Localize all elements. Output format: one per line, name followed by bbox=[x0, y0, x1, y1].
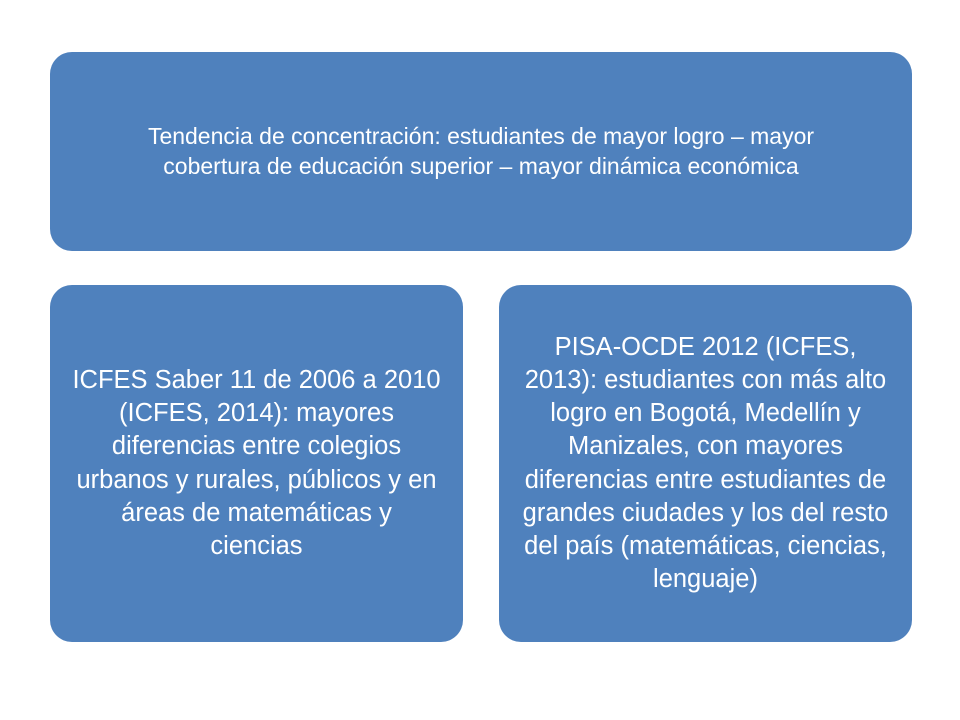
right-finding-box bbox=[499, 285, 912, 642]
right-finding-text: PISA-OCDE 2012 (ICFES, 2013): estudiantes con más alto logro en Bogotá, Medellín y Manizales, con mayores diferencias entre estudiantes de grandes ciudades y los del resto del país (matemáticas, ciencias, lenguaje) bbox=[522, 332, 889, 593]
left-finding-text: ICFES Saber 11 de 2006 a 2010 (ICFES, 2014): mayores diferencias entre colegios urbanos y rurales, públicos y en áreas de matemáticas y ciencias bbox=[72, 366, 441, 560]
top-concept-text: Tendencia de concentración: estudiantes de mayor logro – mayor cobertura de educación superior – mayor dinámica económica bbox=[147, 122, 815, 179]
top-concept-box bbox=[50, 52, 912, 251]
left-finding-box bbox=[50, 285, 463, 642]
